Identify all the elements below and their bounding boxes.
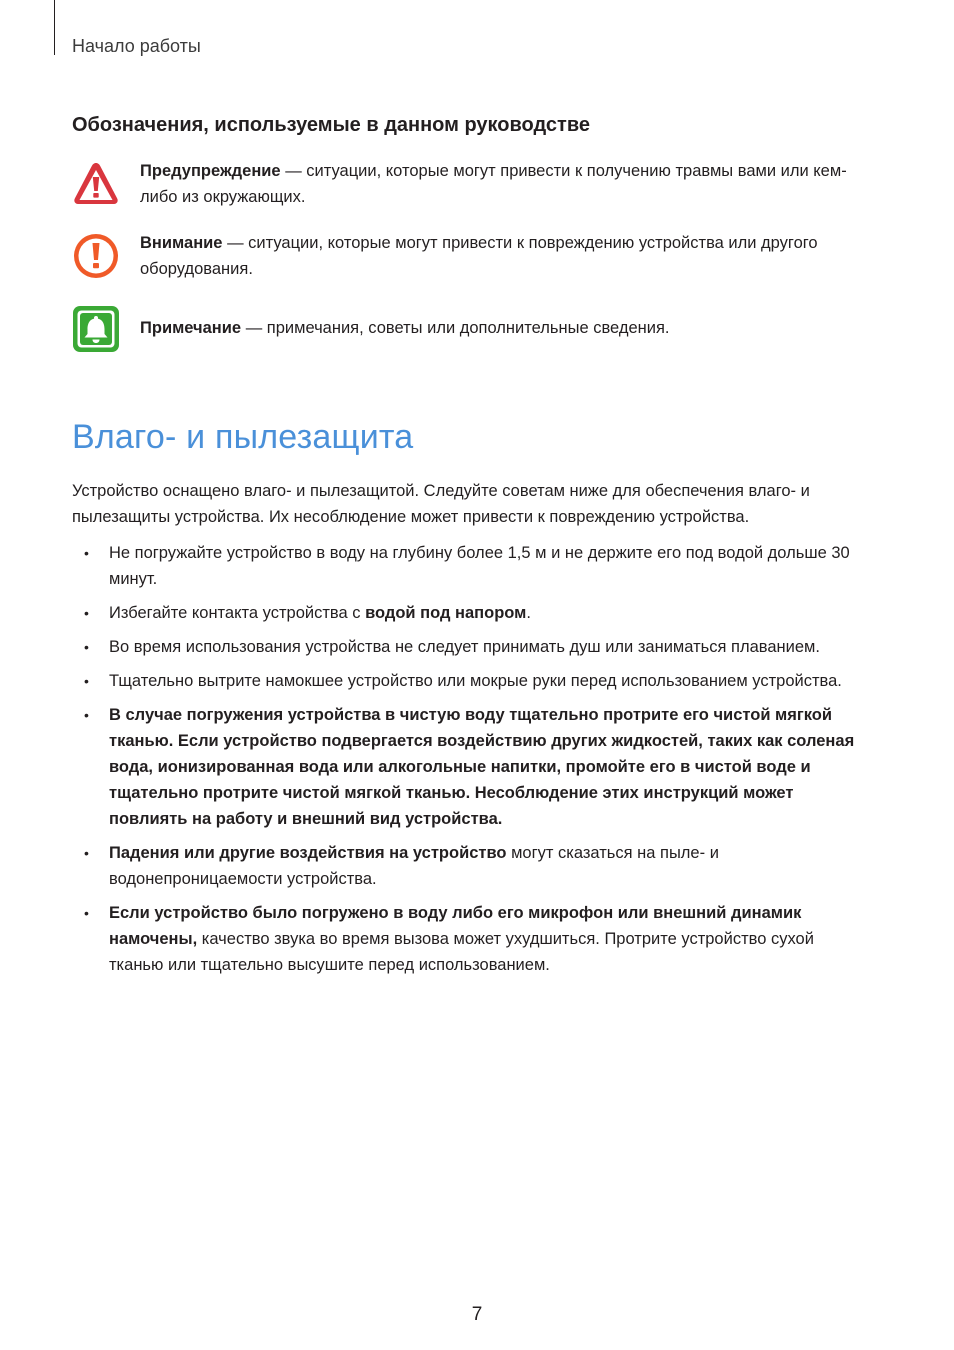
list-item (72, 600, 872, 626)
note-term: Примечание (140, 319, 242, 337)
warning-description: — ситуации, которые могут привести к получению травмы вами или кем-либо из окружающих. (140, 162, 847, 206)
list-item (72, 840, 872, 892)
notice-warning (72, 158, 872, 214)
bullet-text: Тщательно вытрите намокшее устройство или мокрые руки перед использованием устройства. (109, 672, 842, 690)
bullet-text: Во время использования устройства не следует принимать душ или заниматься плаванием. (109, 638, 820, 656)
bullet-text: Не погружайте устройство в воду на глубину более 1,5 м и не держите его под водой дольше 30 минут. (109, 544, 850, 588)
bullet-emphasis: водой под напором (365, 604, 527, 622)
bullet-glyph: • (84, 707, 89, 723)
section-title: Влаго- и пылезащита (72, 418, 414, 456)
list-item (72, 540, 872, 592)
caution-description: — ситуации, которые могут привести к повреждению устройства или другого оборудования. (140, 234, 818, 278)
section-intro: Устройство оснащено влаго- и пылезащитой. Следуйте советам ниже для обеспечения влаго- и пылезащиты устройства. Их несоблюдение может привести к повреждению устройства. (72, 482, 810, 526)
bullet-text: . (526, 604, 531, 622)
page-number: 7 (471, 1304, 483, 1325)
bullet-glyph: • (84, 673, 89, 689)
bullet-text: качество звука во время вызова может ухудшиться. Протрите устройство сухой тканью или тщательно высушите перед использованием. (109, 930, 814, 974)
caution-term: Внимание (140, 234, 223, 252)
list-item (72, 702, 872, 832)
list-item (72, 634, 872, 660)
list-item (72, 900, 872, 978)
bullet-emphasis: В случае погружения устройства в чистую воду тщательно протрите его чистой мягкой тканью. Если устройство подвергается воздействию других жидкостей, таких как соленая вода, ионизированная вода или алкогольные напитки, промойте его в чистой воде и тщательно протрите чистой мягкой тканью. Несоблюдение этих инструкций может повлиять на работу и внешний вид устройства. (109, 706, 855, 828)
bullet-glyph: • (84, 845, 89, 861)
header-rule (54, 0, 55, 55)
conventions-heading: Обозначения, используемые в данном руководстве (72, 114, 590, 136)
bullet-glyph: • (84, 639, 89, 655)
bell-icon (72, 305, 120, 353)
caution-circle-icon (72, 232, 120, 280)
warning-term: Предупреждение (140, 162, 281, 180)
bullet-glyph: • (84, 605, 89, 621)
bullet-text: Избегайте контакта устройства с (109, 604, 366, 622)
bullet-list (72, 540, 872, 986)
notice-caution (72, 230, 872, 286)
note-text (140, 315, 880, 341)
notice-note (72, 302, 872, 354)
bullet-text: могут сказаться на пыле- и водонепроницаемости устройства. (109, 844, 719, 888)
running-header: Начало работы (72, 36, 201, 56)
caution-text (140, 230, 880, 282)
note-description: — примечания, советы или дополнительные сведения. (241, 319, 670, 337)
bullet-glyph: • (84, 545, 89, 561)
bullet-emphasis: Падения или другие воздействия на устройство (109, 844, 507, 862)
bullet-emphasis: Если устройство было погружено в воду либо его микрофон или внешний динамик намочены, (109, 904, 802, 948)
bullet-glyph: • (84, 905, 89, 921)
list-item (72, 668, 872, 694)
warning-triangle-icon (72, 160, 120, 208)
warning-text (140, 158, 880, 210)
